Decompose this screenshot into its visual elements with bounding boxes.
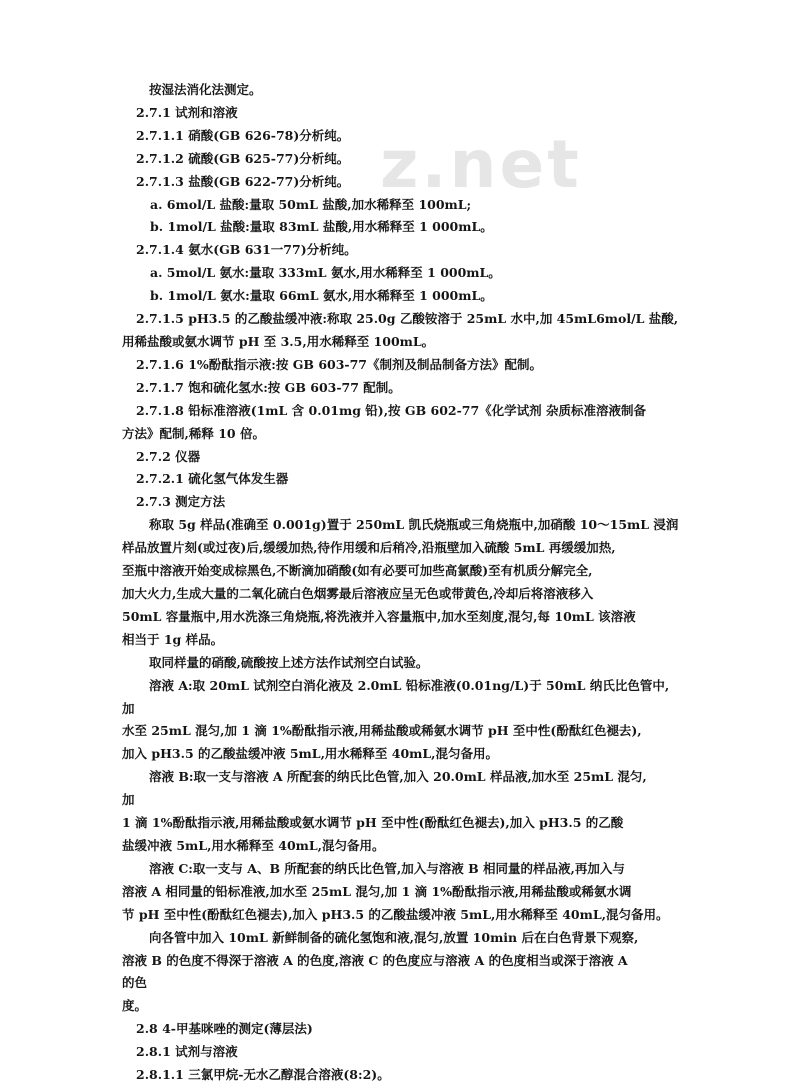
text-line: 称取 5g 样品(准确至 0.001g)置于 250mL 凯氏烧瓶或三角烧瓶中,加硝酸 10～15mL 浸润 bbox=[149, 517, 679, 533]
text-line: b. 1mol/L 氨水:量取 66mL 氨水,用水稀释至 1 000mL。 bbox=[150, 288, 493, 304]
text-line: 加大火力,生成大量的二氧化硫白色烟雾最后溶液应呈无色或带黄色,冷却后将溶液移入 bbox=[122, 586, 594, 601]
section-heading: 2.8 4-甲基咪唑的测定(薄层法) bbox=[136, 1021, 313, 1037]
text-line: 向各管中加入 10mL 新鲜制备的硫化氢饱和液,混匀,放置 10min 后在白色背景下观察, bbox=[149, 929, 639, 945]
text-line: 节 pH 至中性(酚酞红色褪去),加入 pH3.5 的乙酸盐缓冲液 5mL,用水稀释至 40mL,混匀备用。 bbox=[122, 906, 669, 922]
section-heading: 2.7.2 仪器 bbox=[136, 448, 201, 464]
text-line: 相当于 1g 样品。 bbox=[122, 631, 224, 647]
text-line: 加 bbox=[122, 700, 135, 716]
text-line: 2.7.1.4 氨水(GB 631一77)分析纯。 bbox=[136, 242, 357, 258]
text-line: 溶液 A 相同量的铅标准液,加水至 25mL 混匀,加 1 滴 1%酚酞指示液,用稀盐酸或稀氨水调 bbox=[122, 883, 632, 899]
section-heading: 2.7.1 试剂和溶液 bbox=[136, 104, 238, 120]
text-line: 1 滴 1%酚酞指示液,用稀盐酸或氨水调节 pH 至中性(酚酞红色褪去),加入 pH3.5 的乙酸 bbox=[122, 815, 624, 830]
text-line: 溶液 B:取一支与溶液 A 所配套的纳氏比色管,加入 20.0mL 样品液,加水至 25mL 混匀, bbox=[149, 769, 647, 785]
watermark-text: z.net bbox=[380, 126, 582, 203]
text-line: 溶液 A:取 20mL 试剂空白消化液及 2.0mL 铅标准液(0.01ng/L)于 50mL 纳氏比色管中, bbox=[149, 677, 670, 693]
text-line: b. 1mol/L 盐酸:量取 83mL 盐酸,用水稀释至 1 000mL。 bbox=[150, 219, 493, 235]
text-line: 2.7.1.5 pH3.5 的乙酸盐缓冲液:称取 25.0g 乙酸铵溶于 25mL 水中,加 45mL6mol/L 盐酸, bbox=[136, 311, 679, 327]
text-line: 盐缓冲液 5mL,用水稀释至 40mL,混匀备用。 bbox=[122, 837, 385, 853]
text-line: 50mL 容量瓶中,用水洗涤三角烧瓶,将洗液并入容量瓶中,加水至刻度,混匀,每 10mL 该溶液 bbox=[122, 608, 636, 624]
text-line: a. 6mol/L 盐酸:量取 50mL 盐酸,加水稀释至 100mL; bbox=[150, 196, 472, 212]
text-line: 2.7.2.1 硫化氢气体发生器 bbox=[136, 471, 289, 487]
text-line: 加入 pH3.5 的乙酸盐缓冲液 5mL,用水稀释至 40mL,混匀备用。 bbox=[122, 746, 499, 762]
text-line: a. 5mol/L 氨水:量取 333mL 氨水,用水稀释至 1 000mL。 bbox=[150, 265, 501, 281]
text-line: 的色 bbox=[122, 975, 148, 991]
text-line: 溶液 C:取一支与 A、B 所配套的纳氏比色管,加入与溶液 B 相同量的样品液,再加入与 bbox=[149, 860, 625, 876]
text-line: 取同样量的硝酸,硫酸按上述方法作试剂空白试验。 bbox=[149, 654, 429, 670]
text-line: 加 bbox=[122, 792, 135, 808]
text-line: 至瓶中溶液开始变成棕黑色,不断滴加硝酸(如有必要可加些高氯酸)至有机质分解完全, bbox=[122, 563, 593, 578]
section-heading: 2.8.1 试剂与溶液 bbox=[136, 1044, 238, 1060]
text-line: 度。 bbox=[122, 998, 148, 1014]
text-line: 2.7.1.1 硝酸(GB 626-78)分析纯。 bbox=[136, 127, 350, 143]
text-line: 2.7.1.2 硫酸(GB 625-77)分析纯。 bbox=[136, 150, 350, 166]
text-line: 2.7.1.6 1%酚酞指示液:按 GB 603-77《制剂及制品制备方法》配制。 bbox=[136, 356, 543, 372]
text-line: 2.7.1.3 盐酸(GB 622-77)分析纯。 bbox=[136, 173, 350, 189]
section-heading: 2.7.3 测定方法 bbox=[136, 494, 226, 510]
text-line: 2.8.1.1 三氯甲烷-无水乙醇混合溶液(8:2)。 bbox=[136, 1067, 390, 1082]
text-line: 2.7.1.8 铅标准溶液(1mL 含 0.01mg 铅),按 GB 602-77《化学试剂 杂质标准溶液制备 bbox=[136, 402, 647, 418]
text-line: 样品放置片刻(或过夜)后,缓缓加热,待作用缓和后稍冷,沿瓶壁加入硫酸 5mL 再缓缓加热, bbox=[122, 540, 616, 556]
text-line: 用稀盐酸或氨水调节 pH 至 3.5,用水稀释至 100mL。 bbox=[122, 334, 435, 349]
text-line: 方法》配制,稀释 10 倍。 bbox=[122, 425, 265, 441]
text-line: 按湿法消化法测定。 bbox=[149, 82, 262, 97]
text-line: 水至 25mL 混匀,加 1 滴 1%酚酞指示液,用稀盐酸或稀氨水调节 pH 至中性(酚酞红色褪去), bbox=[122, 723, 642, 739]
text-line: 2.7.1.7 饱和硫化氢水:按 GB 603-77 配制。 bbox=[136, 379, 401, 395]
text-line: 溶液 B 的色度不得深于溶液 A 的色度,溶液 C 的色度应与溶液 A 的色度相当或深于溶液 A bbox=[122, 952, 628, 968]
